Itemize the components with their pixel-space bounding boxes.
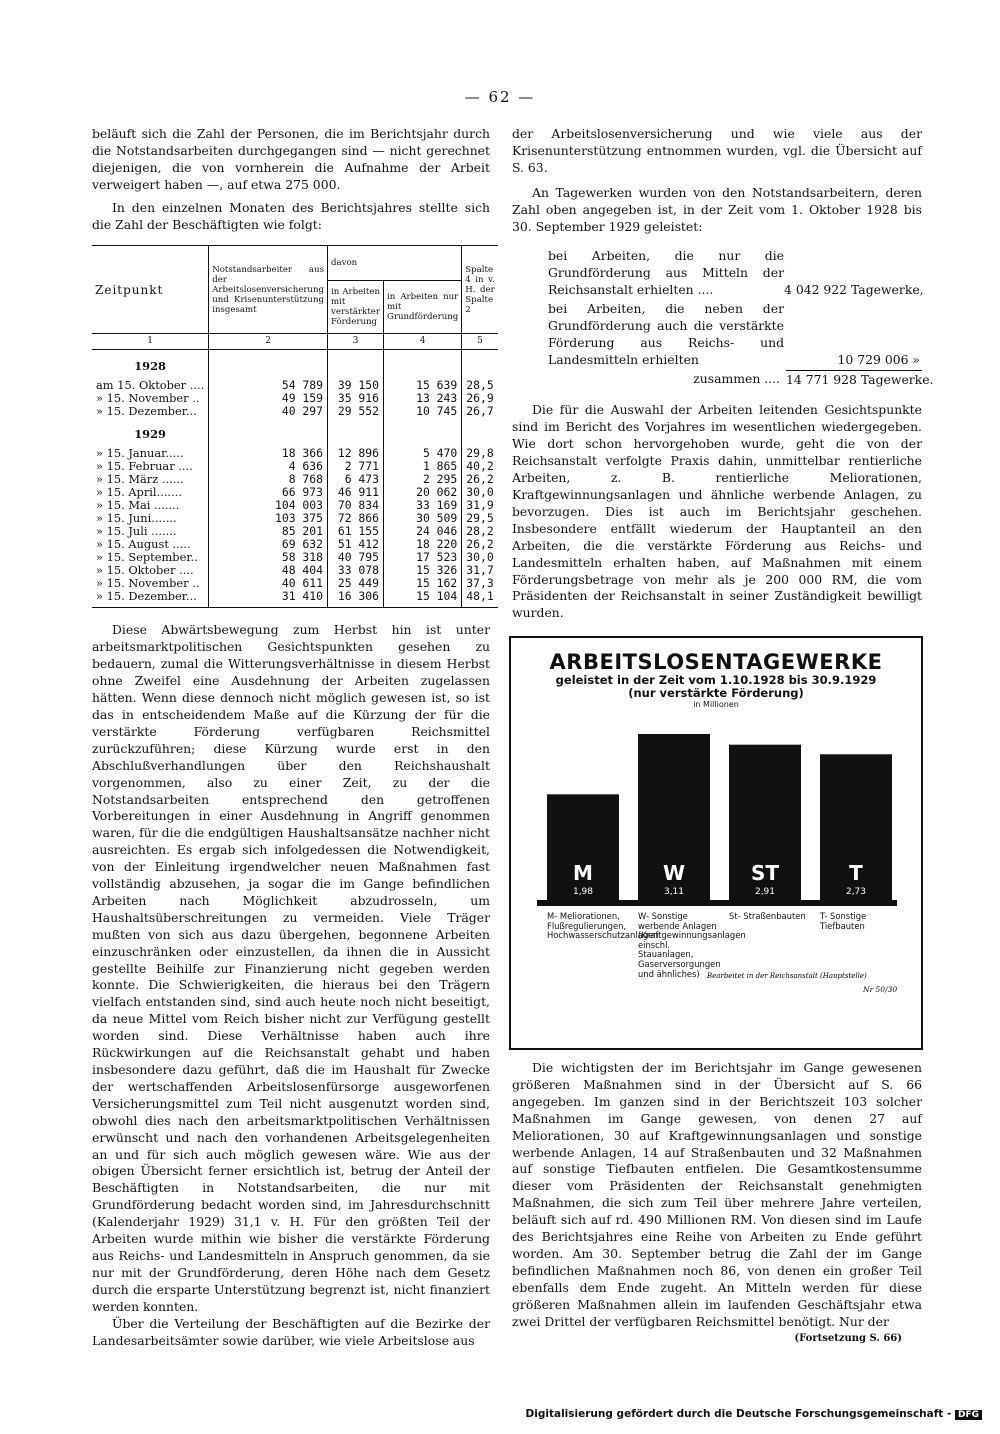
table-cell: 58 318 bbox=[209, 551, 328, 564]
footer bbox=[526, 1408, 982, 1420]
bar-chart bbox=[509, 636, 923, 1050]
legend-entry: M- Meliorationen, Flußregulierungen, Hochwasserschutzanlagen bbox=[547, 911, 659, 941]
table-cell: 29 552 bbox=[328, 405, 384, 418]
table-cell: 1 865 bbox=[384, 460, 462, 473]
row-label: am 15. Oktober .... bbox=[96, 378, 205, 393]
table-cell: 48 404 bbox=[209, 564, 328, 577]
row-label: » 15. Dezember... bbox=[96, 589, 197, 604]
table-cell: 40 795 bbox=[328, 551, 384, 564]
left-column bbox=[92, 126, 495, 1349]
bar-category-label: T bbox=[849, 861, 863, 885]
table-cell: 40 611 bbox=[209, 577, 328, 590]
table-cell: 25 449 bbox=[328, 577, 384, 590]
legend-entry: W- Sonstige werbende Anlagen (Kraftgewinnungsanlagen einschl. Stauanlagen, Gaserversorgungen und ähnliches) bbox=[638, 911, 746, 979]
table-cell: 103 375 bbox=[209, 512, 328, 525]
bar-value-label: 2,91 bbox=[754, 887, 776, 897]
header-percent: Spalte 4 in v. H. der Spalte 2 bbox=[462, 246, 498, 334]
table-cell: 72 866 bbox=[328, 512, 384, 525]
column-number: 4 bbox=[384, 334, 462, 350]
table-cell: 16 306 bbox=[328, 590, 384, 603]
table-cell: 30,0 bbox=[462, 486, 498, 499]
table-cell: 69 632 bbox=[209, 538, 328, 551]
table-cell: 85 201 bbox=[209, 525, 328, 538]
tagewerke-desc: bei Arbeiten, die neben der Grundförderung auch die verstärkte Förderung aus Reichs- und Landesmitteln erhielten bbox=[548, 301, 784, 368]
table-cell: 26,2 bbox=[462, 473, 498, 486]
tagewerke-amount: 4 042 922 Tagewerke, bbox=[784, 282, 924, 298]
table-cell: 33 078 bbox=[328, 564, 384, 577]
chart-subtitle: geleistet in der Zeit vom 1.10.1928 bis 30.9.1929 bbox=[555, 673, 877, 687]
table-cell: 28,2 bbox=[462, 525, 498, 538]
chart-title: ARBEITSLOSENTAGEWERKE bbox=[549, 650, 883, 674]
table-cell: 39 150 bbox=[328, 379, 384, 392]
table-cell: 24 046 bbox=[384, 525, 462, 538]
tagewerke-sum-label: zusammen .... bbox=[693, 371, 780, 387]
header-verstaerkt: in Arbeiten mit verstärkter Förderung bbox=[328, 281, 384, 334]
table-cell: 49 159 bbox=[209, 392, 328, 405]
column-number: 2 bbox=[209, 334, 328, 350]
year-label: 1929 bbox=[134, 427, 166, 442]
tagewerke-sum: 14 771 928 Tagewerke. bbox=[786, 372, 934, 388]
table-cell: 8 768 bbox=[209, 473, 328, 486]
table-cell: 28,5 bbox=[462, 379, 498, 392]
bar-category-label: ST bbox=[750, 861, 780, 885]
table-cell: 51 412 bbox=[328, 538, 384, 551]
paragraph: Die für die Auswahl der Arbeiten leitenden Gesichtspunkte sind im Bericht des Vorjahres im wesentlichen wiedergegeben. Wie dort schon hervorgehoben wurde, geht die von der Reichsanstalt verfolgte Praxis dahin, unmittelbar rentierliche Arbeiten, z. B. rentierliche Meliorationen, Kraftgewinnungsanlagen und ähnliche werbende Anlagen, zu bevorzugen. Dies ist auch im Berichtsjahr geschehen. Insbesondere entfällt wiederum der Hauptanteil an den Arbeiten, die die verstärkte Förderung aus Reichs- und Landesmitteln erhalten haben, auf Maßnahmen mit einem Förderungsbetrage von mehr als je 200 000 RM, die vom Präsidenten der Reichsanstalt in seiner Zuständigkeit bewilligt wurden. bbox=[512, 402, 922, 621]
table-cell: 20 062 bbox=[384, 486, 462, 499]
table-cell: 31,9 bbox=[462, 499, 498, 512]
row-label: » 15. Januar..... bbox=[96, 446, 184, 461]
table-cell: 13 243 bbox=[384, 392, 462, 405]
chart-subtitle: (nur verstärkte Förderung) bbox=[628, 686, 804, 700]
header-total: Notstandsarbeiter aus der Arbeitslosenversicherung und Krisenunterstützung insgesamt bbox=[209, 246, 328, 334]
right-column-lower bbox=[512, 1060, 922, 1347]
column-number: 5 bbox=[462, 334, 498, 350]
dfg-logo: DFG bbox=[955, 1410, 982, 1420]
table-cell: 54 789 bbox=[209, 379, 328, 392]
bar-value-label: 2,73 bbox=[845, 887, 867, 897]
table-cell: 70 834 bbox=[328, 499, 384, 512]
paragraph: An Tagewerken wurden von den Notstandsarbeitern, deren Zahl oben angegeben ist, in der Zeit vom 1. Oktober 1928 bis 30. September 1929 geleistet: bbox=[512, 184, 922, 234]
row-label: » 15. September.. bbox=[96, 550, 198, 565]
table-cell: 15 162 bbox=[384, 577, 462, 590]
table-row bbox=[92, 590, 498, 603]
paragraph: In den einzelnen Monaten des Berichtsjahres stellte sich die Zahl der Beschäftigten wie folgt: bbox=[92, 199, 490, 232]
footer-text: Digitalisierung gefördert durch die Deutsche Forschungsgemeinschaft - bbox=[525, 1408, 952, 1420]
chart-credit: Bearbeitet in der Reichsanstalt (Hauptstelle) bbox=[707, 972, 867, 980]
table-cell: 4 636 bbox=[209, 460, 328, 473]
table-cell: 31 410 bbox=[209, 590, 328, 603]
table-cell: 48,1 bbox=[462, 590, 498, 603]
table-cell: 40,2 bbox=[462, 460, 498, 473]
paragraph: Diese Abwärtsbewegung zum Herbst hin ist unter arbeitsmarktpolitischen Gesichtspunkten gesehen zu bedauern, zumal die Witterungsverhältnisse in diesem Herbst ohne Zweifel eine Ausdehnung der Arbeiten zugelassen hätten. Wenn diese dennoch nicht möglich gewesen ist, so ist das in entscheidendem Maße auf die Kürzung der für die verstärkte Förderung verfügbaren Reichsmittel zurückzuführen; diese Kürzung wurde erst in den Abschlußverhandlungen über den Reichshaushalt vorgenommen, also zu einer Zeit, zu der die Notstandsarbeiten entsprechend den getroffenen Vorbereitungen in einer Ausdehnung in Angriff genommen waren, für die die endgültigen Haushaltsansätze nachher nicht ausreichten. Es ergab sich infolgedessen die Notwendigkeit, von der Einleitung irgendwelcher neuen Maßnahmen fast vollständig abzusehen, ja sogar die im Gange befindlichen Arbeiten nach Möglichkeit abzudrosseln, um Haushaltsüberschreitungen zu vermeiden. Viele Träger mußten von sich aus dazu übergehen, begonnene Arbeiten einzuschränken oder einzustellen, da ihnen die in Aussicht gestellte Beihilfe zur Finanzierung nicht gegeben werden konnte. Die Schwierigkeiten, die hieraus bei den Trägern vielfach entstanden sind, sind auch heute noch nicht beseitigt, da neue Mittel vom Reich bisher nicht zur Verfügung gestellt worden sind. Diese Verhältnisse haben auch ihre Rückwirkungen auf die Reichsanstalt gehabt und haben insbesondere dazu geführt, daß die im Haushalt für Zwecke der wertschaffenden Arbeitslosenfürsorge ausgeworfenen Versicherungsmittel zum Teil nicht ausgenutzt worden sind, obwohl dies nach den arbeitsmarktpolitischen Verhältnissen erwünscht und nach den vorhandenen Arbeitsgelegenheiten an und für sich auch möglich gewesen wäre. Wie aus der obigen Übersicht ferner ersichtlich ist, betrug der Anteil der Beschäftigten in Notstandsarbeiten, die nur mit Grundförderung bedacht worden sind, im Jahresdurchschnitt (Kalenderjahr 1929) 31,1 v. H. Für den größten Teil der Arbeiten wurde mithin wie bisher die verstärkte Förderung aus Reichs- und Landesmitteln in Anspruch genommen, da sie nur mit der Grundförderung, deren Höhe nach dem Gesetz durch die ersparte Unterstützung begrenzt ist, nicht finanziert werden konnten. bbox=[92, 622, 490, 1314]
table-cell: 61 155 bbox=[328, 525, 384, 538]
column-number: 1 bbox=[92, 334, 209, 350]
table-cell: 17 523 bbox=[384, 551, 462, 564]
chart-number: Nr 50/30 bbox=[863, 985, 898, 994]
table-cell: 66 973 bbox=[209, 486, 328, 499]
row-label: » 15. November .. bbox=[96, 576, 200, 591]
paragraph: der Arbeitslosenversicherung und wie viele aus der Krisenunterstützung entnommen wurden, vgl. die Übersicht auf S. 63. bbox=[512, 126, 922, 175]
table-cell: 5 470 bbox=[384, 447, 462, 460]
table-cell: 6 473 bbox=[328, 473, 384, 486]
table-cell: 15 639 bbox=[384, 379, 462, 392]
bar-value-label: 3,11 bbox=[663, 887, 685, 897]
row-label: » 15. Mai ....... bbox=[96, 498, 180, 513]
table-cell: 18 366 bbox=[209, 447, 328, 460]
table-cell: 26,9 bbox=[462, 392, 498, 405]
table-cell: 30,0 bbox=[462, 551, 498, 564]
paragraph: beläuft sich die Zahl der Personen, die im Berichtsjahr durch die Notstandsarbeiten durchgegangen sind — nicht gerechnet diejenigen, die von vornherein die Aufnahme der Arbeit verweigert haben —, auf etwa 275 000. bbox=[92, 126, 490, 192]
page-number: — 62 — bbox=[464, 88, 536, 106]
paragraph: Die wichtigsten der im Berichtsjahr im Gange gewesenen größeren Maßnahmen sind in der Übersicht auf S. 66 angegeben. Im ganzen sind in der Berichtszeit 103 solcher Maßnahmen im Gange gewesen, von denen 27 auf Meliorationen, 30 auf Kraftgewinnungsanlagen und sonstige werbende Anlagen, 14 auf Straßenbauten und 32 Maßnahmen auf sonstige Tiefbauten entfielen. Die Gesamtkostensumme dieser vom Präsidenten der Reichsanstalt genehmigten Maßnahmen, die sich zum Teil über mehrere Jahre verteilen, beläuft sich auf rd. 490 Millionen RM. Von diesen sind im Laufe des Berichtsjahres eine Reihe von Arbeiten zu Ende geführt worden. Am 30. September betrug die Zahl der im Gange befindlichen Maßnahmen noch 86, von denen ein großer Teil ebenfalls dem Ende zugeht. An Mitteln werden für diese größeren Maßnahmen allein im laufenden Geschäftsjahr etwa zwei Drittel der verfügbaren Reichsmittel benötigt. Nur der bbox=[512, 1060, 922, 1329]
table-cell: 29,8 bbox=[462, 447, 498, 460]
tagewerke-amount: 10 729 006 » bbox=[837, 352, 920, 368]
employment-table bbox=[92, 245, 498, 608]
table-cell: 15 104 bbox=[384, 590, 462, 603]
row-label: » 15. Juli ....... bbox=[96, 524, 177, 539]
header-davon: davon bbox=[328, 246, 462, 281]
legend-entry: T- Sonstige Tiefbauten bbox=[820, 911, 867, 931]
tagewerke-desc: bei Arbeiten, die nur die Grundförderung aus Mitteln der Reichsanstalt erhielten .... bbox=[548, 248, 784, 298]
table-cell: 26,2 bbox=[462, 538, 498, 551]
table-cell: 40 297 bbox=[209, 405, 328, 418]
row-label: » 15. Oktober .... bbox=[96, 563, 194, 578]
table-cell: 2 771 bbox=[328, 460, 384, 473]
row-label: » 15. April....... bbox=[96, 485, 182, 500]
table-cell: 104 003 bbox=[209, 499, 328, 512]
legend-entry: St- Straßenbauten bbox=[729, 911, 806, 921]
table-row bbox=[92, 405, 498, 418]
table-cell: 31,7 bbox=[462, 564, 498, 577]
bar-value-label: 1,98 bbox=[572, 887, 594, 897]
row-label: » 15. März ...... bbox=[96, 472, 184, 487]
table-cell: 18 220 bbox=[384, 538, 462, 551]
table-cell: 10 745 bbox=[384, 405, 462, 418]
table-cell: 37,3 bbox=[462, 577, 498, 590]
table-cell: 35 916 bbox=[328, 392, 384, 405]
table-cell: 12 896 bbox=[328, 447, 384, 460]
row-label: » 15. November .. bbox=[96, 391, 200, 406]
continuation-note: (Fortsetzung S. 66) bbox=[794, 1332, 902, 1344]
chart-plot bbox=[511, 710, 921, 1030]
row-label: » 15. Dezember... bbox=[96, 404, 197, 419]
tagewerke-list bbox=[548, 247, 934, 388]
bar-category-label: M bbox=[573, 861, 593, 885]
header-zeitpunkt: Zeitpunkt bbox=[92, 246, 209, 334]
table-cell: 26,7 bbox=[462, 405, 498, 418]
row-label: » 15. August ..... bbox=[96, 537, 191, 552]
paragraph: Über die Verteilung der Beschäftigten auf die Bezirke der Landesarbeitsämter sowie darüber, wie viele Arbeitslose aus bbox=[92, 1315, 490, 1348]
table-cell: 30 509 bbox=[384, 512, 462, 525]
header-grund: in Arbeiten nur mit Grundförderung bbox=[384, 281, 462, 334]
chart-unit: in Millionen bbox=[693, 700, 739, 709]
year-label: 1928 bbox=[134, 359, 166, 374]
table-cell: 33 169 bbox=[384, 499, 462, 512]
chart-baseline bbox=[537, 900, 897, 906]
right-column bbox=[512, 126, 934, 622]
table-cell: 46 911 bbox=[328, 486, 384, 499]
table-cell: 15 326 bbox=[384, 564, 462, 577]
table-cell: 2 295 bbox=[384, 473, 462, 486]
bar-category-label: W bbox=[662, 861, 686, 885]
row-label: » 15. Juni....... bbox=[96, 511, 177, 526]
row-label: » 15. Februar .... bbox=[96, 459, 193, 474]
table-cell: 29,5 bbox=[462, 512, 498, 525]
column-number: 3 bbox=[328, 334, 384, 350]
